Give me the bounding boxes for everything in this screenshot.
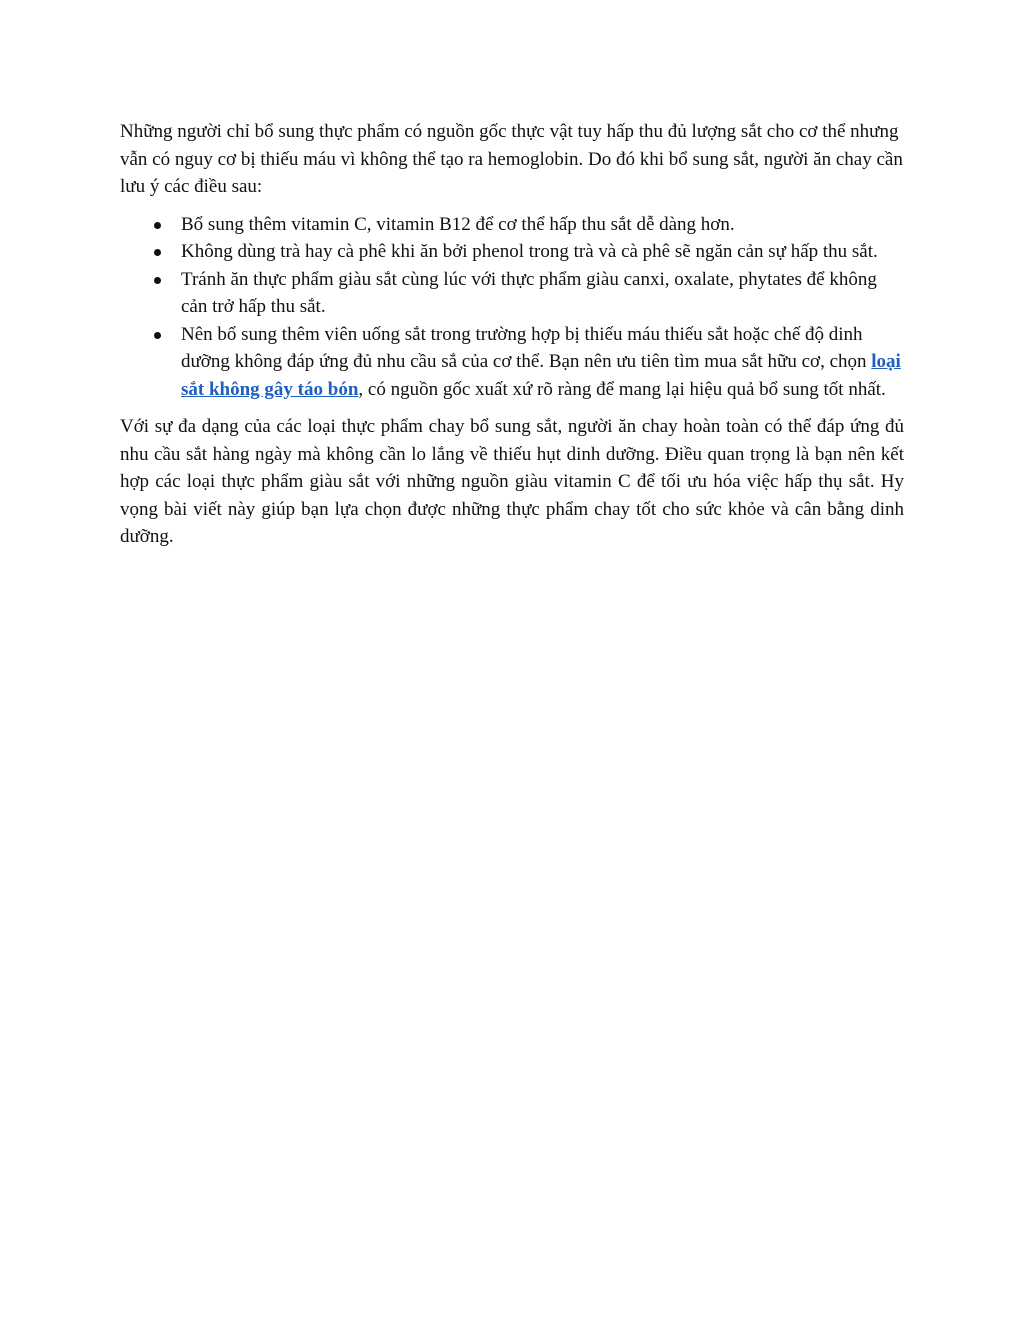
- intro-paragraph: Những người chỉ bổ sung thực phẩm có nguồn gốc thực vật tuy hấp thu đủ lượng sắt cho cơ thể nhưng vẫn có nguy cơ bị thiếu máu vì không thể tạo ra hemoglobin. Do đó khi bổ sung sắt, người ăn chay cần lưu ý các điều sau:: [120, 121, 903, 197]
- bullet-icon: [154, 222, 161, 229]
- bullet-icon: [154, 332, 161, 339]
- iron-supplement-link[interactable]: loại sắt không gây táo bón: [181, 351, 901, 400]
- list-item: [120, 211, 904, 239]
- advice-list: [120, 211, 904, 404]
- conclusion-paragraph: Với sự đa dạng của các loại thực phẩm chay bổ sung sắt, người ăn chay hoàn toàn có thể đáp ứng đủ nhu cầu sắt hàng ngày mà không cần lo lắng về thiếu hụt dinh dưỡng. Điều quan trọng là bạn nên kết hợp các loại thực phẩm giàu sắt với những nguồn giàu vitamin C để tối ưu hóa việc hấp thụ sắt. Hy vọng bài viết này giúp bạn lựa chọn được những thực phẩm chay tốt cho sức khỏe và cân bằng dinh dưỡng.: [120, 416, 904, 547]
- document-page: [120, 118, 904, 551]
- list-item: [120, 266, 904, 321]
- list-item-text: Không dùng trà hay cà phê khi ăn bởi phenol trong trà và cà phê sẽ ngăn cản sự hấp thu sắt.: [181, 241, 878, 262]
- list-item: [120, 321, 904, 404]
- list-item-text-before-link: Nên bổ sung thêm viên uống sắt trong trường hợp bị thiếu máu thiếu sắt hoặc chế độ dinh dưỡng không đáp ứng đủ nhu cầu sắ của cơ thể. Bạn nên ưu tiên tìm mua sắt hữu cơ, chọn: [181, 323, 872, 372]
- list-item: [120, 238, 904, 266]
- bullet-icon: [154, 249, 161, 256]
- list-item-text-after-link: , có nguồn gốc xuất xứ rõ ràng để mang lại hiệu quả bổ sung tốt nhất.: [358, 378, 886, 400]
- list-item-text: Tránh ăn thực phẩm giàu sắt cùng lúc với thực phẩm giàu canxi, oxalate, phytates để không cản trở hấp thu sắt.: [181, 268, 877, 317]
- list-item-text: Bổ sung thêm vitamin C, vitamin B12 để cơ thể hấp thu sắt dễ dàng hơn.: [181, 213, 735, 235]
- bullet-icon: [154, 277, 161, 284]
